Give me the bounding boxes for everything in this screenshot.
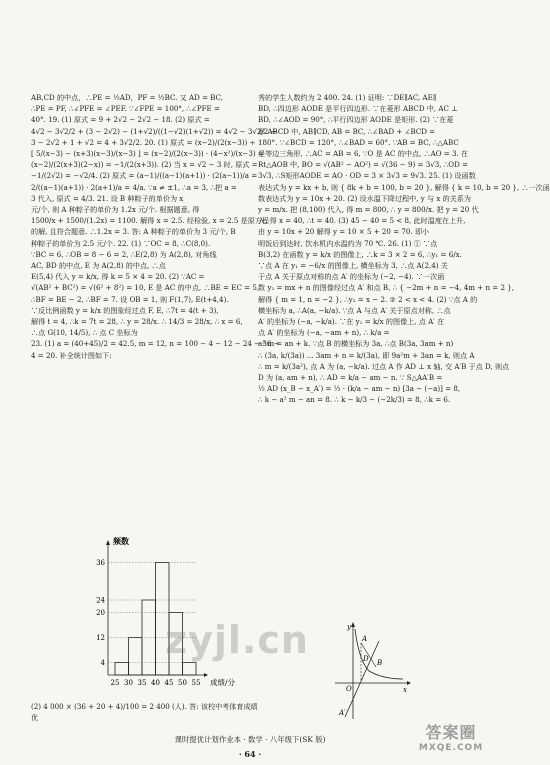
hist-x-tick: 40: [151, 679, 160, 687]
x-axis-arrow: [407, 681, 411, 685]
answer-line: 元/个, 则 A 种粽子的单价为 1.2x 元/个. 根据题意, 得: [31, 205, 200, 215]
answer-line: E(5,4) 代入 y = k/x, 得 k = 5 × 4 = 20. (2) ∵AC =: [31, 272, 205, 282]
answer-line: 点 A′ 的坐标为 (−a, −am + n), ∴ k/a =: [258, 328, 390, 338]
point-a-prime-label: A′: [339, 709, 346, 717]
answer-line: 数 y₂ = mx + n 的图像经过点 A′ 和点 B, ∴ { −2m + n = −4, 4m + n = 2 },: [258, 283, 515, 293]
answer-line: 4√2 − 3√2/2 + (3 − 2√2) − (1+√2)/((1−√2)(1+√2)) = 4√2 − 3√2/2 +: [31, 126, 277, 136]
book-footer: 课时提优计划作业本 · 数学 · 八年级下(SK 版): [174, 735, 326, 744]
answer-line: Rt△AOB 中, BO = √(AB² − AO²) = √(36 − 9) = 3√3, ∴OD =: [258, 160, 468, 170]
answer-line: [ 5/(x−3) − (x+3)(x−3)/(x−3) ] = (x−2)/(2(x−3)) · (4−x²)/(x−3) =: [31, 149, 264, 159]
answer-line: D 为 (a, am + n), ∴ AD = k/a − am − n. ∵ S△AA′B =: [258, 373, 443, 383]
answer-line: AB,CD 的中点，∴PE = ½AD，PF = ½BC. 又 AD = BC,: [31, 93, 224, 102]
answer-line: a² m = an + k. ∵点 B 的横坐标为 3a, ∴点 B(3a, 3am + n): [258, 339, 454, 349]
point-b-label: B: [377, 659, 383, 667]
point-a-label: A: [362, 635, 368, 643]
answer-line: A′ 的坐标为 (−a, −k/a). ∵在 y₁ = k/x 的图像上, 点 A′ 在: [258, 317, 445, 327]
hist-x-axis-arrow: [204, 673, 208, 677]
x-axis-label: x: [403, 686, 407, 694]
answer-line: 于点 A 关于原点对称的点 A′ 的坐标为 (−2, −4). ∵一次函: [258, 272, 445, 282]
answer-line: 1500/x + 1500/(1.2x) = 1100. 解得 x = 2.5. 经检验, x = 2.5 是原方程: [31, 216, 270, 226]
answer-line: ∵反比例函数 y = k/x 的图象经过点 F, E, ∴7t = 4(t + 3),: [31, 305, 219, 315]
answer-line: B(3,2) 在函数 y = k/x 的图像上, ∴k = 3 × 2 = 6, ∴y₁ = 6/x.: [258, 249, 462, 259]
answer-line: ∴ m = k/(3a²), 点 A 为 (a, −k/a). 过点 A 作 AD ⊥ x 轴, 交 A′B 于点 D, 则点: [258, 361, 510, 371]
hist-x-tick: 35: [137, 679, 147, 687]
answer-line: 23. (1) a = (40+45)/2 = 42.5, m = 12, n = 100 − 4 − 12 − 24 − 36 −: [31, 339, 280, 349]
answer-line: 3 − 2√2 + 1 + √2 = 4 + 3√2/2. 20. (1) 原式 = (x−2)/(2(x−3)) ÷: [31, 137, 256, 147]
answer-line: 数表达式为 y = 10x + 20. (2) 设水温下降过程中, y 与 x 的关系为: [258, 193, 472, 203]
answer-line: 明饭后到达时, 饮水机内水温约为 70 ℃. 26. (1) ① ∵点: [258, 238, 438, 248]
hist-x-tick: 30: [124, 679, 133, 687]
answer-line: 4 = 20. 补全统计图如下:: [31, 350, 112, 360]
answer-line: 形 ABCD 中, AB∥CD, AB = BC, ∴∠BAD + ∠BCD =: [258, 126, 436, 136]
answer-line: 40°. 19. (1) 原式 = 9 + 2√2 − 2√2 − 18. (2) 原式 =: [31, 115, 210, 125]
answer-line: 2/((a−1)(a+1)) · 2(a+1)/a = 4/a. ∵a ≠ ±1, ∴a = 3, ∴把 a =: [31, 182, 237, 192]
hist-y-tick: 12: [96, 634, 105, 642]
hist-x-label: 成绩/分: [210, 678, 236, 687]
answer-line: BD, ∴四边形 AODE 是平行四边形. ∵在菱形 ABCD 中, AC ⊥: [258, 104, 458, 114]
hist-y-tick: 24: [96, 596, 105, 605]
hist-x-tick: 45: [164, 679, 174, 687]
answer-line: ∵BC = 6, ∴OB = 8 − 6 = 2, ∴E(2,8) 为 A(2,8), 对角线: [31, 249, 217, 259]
answer-line: √(AB² + BC²) = √(6² + 8²) = 10, E 是 AC 的中点, ∴BE = EC = 5,: [31, 283, 260, 293]
answer-line: 是等边三角形, ∴AC = AB = 6, ∵O 是 AC 的中点, ∴AO = 3. 在: [258, 149, 469, 159]
answer-line: ∴ k − a² m − an = 8. ∴ k − k/3 − (−2k/3) = 8, ∴k = 6.: [258, 395, 451, 405]
answer-line: 入, 得 x = 40, ∴t = 40. (3) 45 − 40 = 5 < 8, 此时温度在上升,: [258, 216, 466, 226]
watermark-zyjl: zyjl.cn: [165, 618, 309, 662]
y-axis-arrow: [351, 622, 355, 627]
answer-line: (x−2)/(2(x+3)(2−x)) = −1/(2(x+3)). (2) 当 x = √2 − 3 时, 原式 =: [31, 160, 258, 170]
answer-line: 横坐标为 a, ∴A(a, −k/a). ∵点 A 与点 A′ 关于原点对称, ∴点: [258, 305, 451, 315]
answer-line: 解得 t = 4, ∴k = 7t = 28, ∴ y = 28/x. ∴ 14/3 = 28/x, ∴ x = 6,: [31, 317, 243, 327]
hist-bar: [129, 638, 143, 676]
answer-line: 3 代入, 原式 = 4/3. 21. 设 B 种粽子的单价为 x: [31, 193, 184, 203]
histogram-followup-text: [31, 694, 261, 730]
watermark-mxqe-line2: MXQE.COM: [418, 743, 484, 753]
answer-line: BD, ∴∠AOD = 90°, ∴平行四边形 AODE 是矩形. (2) ∵在菱: [258, 115, 454, 125]
answer-line: 秀的学生人数约为 2 400. 24. (1) 证明: ∵DE∥AC, AE∥: [258, 93, 437, 102]
answer-line: ½ AD (x_B − x_A′) = ½ · (k/a − am − n) [3a − (−a)] = 8,: [258, 384, 461, 394]
hist-bar: [183, 663, 197, 676]
hist-y-tick: 36: [96, 559, 105, 567]
answer-column-left: [31, 92, 280, 361]
answer-line: 解得 { m = 1, n = −2 }, ∴y₂ = x − 2. ② 2 < x < 4. (2) ∵点 A 的: [258, 294, 478, 304]
answer-line: ∴ (3a, k/(3a)) ... 3am + n = k/(3a), 即 9a²m + 3an = k, 则点 A: [258, 350, 475, 360]
hist-y-tick: 4: [100, 659, 105, 667]
answer-line: ∵点 A 在 y₁ = −6/x 的图像上, 横坐标为 3, ∴点 A(2,4) 关: [258, 261, 448, 271]
answer-line: AC, BD 的中点, E 为 A(2,8) 的中点, ∴点: [31, 261, 166, 271]
line-a-prime-b: [345, 641, 379, 717]
answer-line: y = m/x. 把 (8,100) 代入, 得 m = 800, ∴ y = 800/x. 把 y = 20 代: [258, 205, 479, 215]
hist-x-tick: 50: [178, 679, 187, 687]
answer-line: 表达式为 y = kx + b, 则 { 8k + b = 100, b = 20 }, 解得 { k = 10, b = 20 }, ∴一次函: [258, 182, 550, 192]
hist-y-axis-arrow: [106, 540, 110, 545]
answer-line: 种粽子的单价为 2.5 元/个. 22. (1) ∵OC = 8, ∴C(8,0).: [31, 238, 211, 248]
page-number: · 64 ·: [238, 749, 262, 759]
answer-line: 180°. ∵∠BCD = 120°, ∴∠BAD = 60°. ∵AB = BC, ∴△ABC: [258, 137, 459, 147]
answer-line: ∴点 G(10, 14/5), ∴ 点 C 坐标为: [31, 328, 138, 338]
answer-line: 的解, 且符合题意. ∴1.2x = 3. 答: A 种粽子的单价为 3 元/个, B: [31, 227, 236, 237]
answer-line: −1/(2√2) = −√2/4. (2) 原式 = (a−1)/((a−1)(a+1)) · (2(a−1))/a =: [31, 171, 258, 181]
hist-y-tick: 20: [96, 609, 105, 617]
function-graph: [331, 621, 411, 721]
watermark-mxqe-line1: 答案圈: [425, 723, 477, 742]
answer-line: ∴BF = BE − 2, ∴BF = 7. 设 OB = 1, 则 F(1,7), E(t+4,4).: [31, 294, 229, 304]
answer-line: (2) 4 000 × (36 + 20 + 4)/100 = 2 400 (人). 答: 该校中考体育成绩优: [31, 702, 258, 723]
answer-column-right: [258, 92, 550, 406]
answer-line: ∴PE = PF, ∴∠PFE = ∠PEF. ∵∠FPE = 100°, ∴∠PFE =: [31, 104, 220, 114]
frequency-histogram: [86, 535, 262, 695]
hist-y-label: 频数: [113, 536, 129, 546]
answer-line: 由 y = 10x + 20 解得 y = 10 × 5 + 20 = 70. 即小: [258, 227, 430, 237]
hist-x-tick: 25: [110, 679, 120, 687]
hist-x-tick: 55: [191, 679, 201, 687]
y-axis-label: y: [347, 623, 351, 631]
answer-line: 3√3, ∴S矩形AODE = AO · OD = 3 × 3√3 = 9√3. 25. (1) 设函数: [258, 171, 476, 181]
point-d-label: D: [363, 655, 369, 663]
hist-bar: [115, 663, 129, 676]
origin-label: O: [346, 685, 352, 693]
